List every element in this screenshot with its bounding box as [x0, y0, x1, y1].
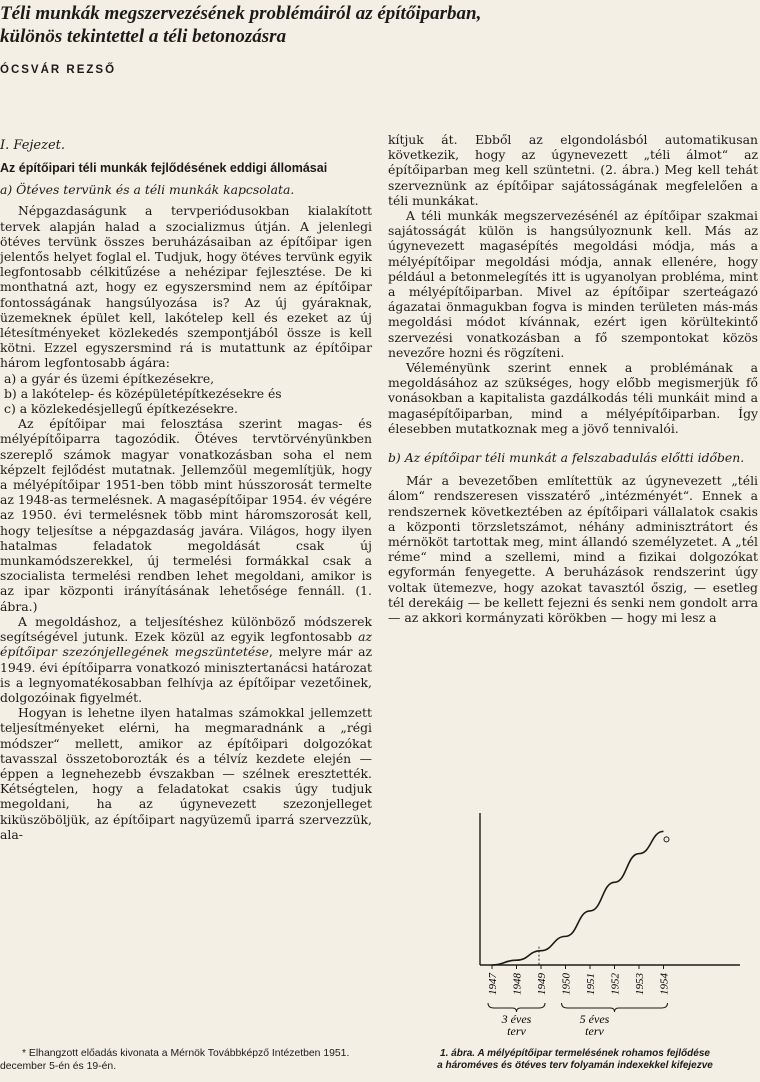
paragraph-megoldas	[0, 614, 372, 705]
paragraph: Már a bevezetőben említettük az úgynevezett „téli álom“ rendszeresen visszatérő „intézményét“. Ennek a rendszernek következtében az építőipari vállalatok csakis a központi törzsletszámot, néhány adminisztrátort és mérnököt tartottak meg, mint állandó személyzetet. A „tél réme“ mind a szellemi, mind a fizikai dolgozókat egyformán fenyegette. A beruházások rendszerint úgy voltak ütemezve, hogy azokat tavasztól őszig, — esetleg tél derekáig — be kellett fejezni és senki nem gondolt arra — az akkori kormányzati körökben — hogy mi lesz a	[388, 473, 758, 626]
article-title-line2: különös tekintettel a téli betonozásra	[0, 26, 287, 47]
bracket-5-year	[562, 1003, 668, 1012]
section-title: Az építőipari téli munkák fejlődésének eddigi állomásai	[0, 161, 328, 176]
list-item: c) a közlekedésjellegű építkezésekre.	[4, 401, 238, 417]
footnote	[0, 1047, 372, 1073]
chapter-heading: I. Fejezet.	[0, 138, 66, 153]
x-tick-label: 1950	[560, 973, 573, 995]
paragraph: Az építőipar mai felosztása szerint magas- és mélyépítőiparra tagozódik. Ötéves tervtörvényünkben szereplő számok magyar vonatkozásban soha el nem képzelt fejlődést mutatnak. Jellemzőül megemlítjük, hogy a mélyépítőipar 1951-ben több mint hússzorosát termelte az 1948-as termelésnek. A magasépítőipar 1954. év végére az 1950. évi termelésnek több mint háromszorosát kell, hogy teljesítse a népgazdaság javára. Világos, hogy ilyen hatalmas feladatok megoldását csak új munkamódszerekkel, új termelési formákkal csak a szocialista termelési rendben lehet megoldani, amikor is az ipar központi irányításának lehetősége fennáll. (1. ábra.)	[0, 416, 372, 614]
subsection-a-heading: a) Ötéves tervünk és a téli munkák kapcsolata.	[0, 182, 295, 198]
footnote-text: * Elhangzott előadás kivonata a Mérnök Továbbképző Intézetben 1951. december 5-én és 19-én.	[0, 1048, 350, 1072]
list-item: a) a gyár és üzemi építkezésekre,	[4, 370, 215, 386]
paragraph: Hogyan is lehetne ilyen hatalmas számokkal jellemzett teljesítményeket elérni, ha megmaradnánk a „régi módszer“ mellett, amikor az építőipari dolgozókat tavasszal összetoborozták és a télvíz kezdete elején — éppen a legnehezebb évszakban — szélnek eresztették. Kétségtelen, hogy a feladatokat csakis úgy tudjuk megoldani, ha az úgynevezett szezonjelleget kiküszöböljük, az építőipart nagyüzemű iparrá szervezzük, ala-	[0, 705, 372, 842]
x-tick-label: 1947	[487, 973, 499, 995]
paragraph-text: A megoldáshoz, a teljesítéshez különböző módszerek segítségével jutunk. Ezek közül az egyik legfontosabb	[0, 613, 372, 645]
x-tick-label: 1953	[634, 973, 646, 995]
article-title	[0, 2, 760, 48]
series-line	[492, 831, 664, 965]
paragraph: Véleményünk szerint ennek a problémának a megoldásához az szükséges, hogy előbb megismerjük fő vonásokban a kapitalista gazdálkodás téli munkáit mind a magasépítőiparban, mind a mélyépítőiparban. Így élesebben mutatkoznak meg a jövő tennivalói.	[388, 360, 758, 436]
x-tick-labels	[487, 973, 671, 996]
x-tick-label: 1954	[658, 973, 671, 995]
right-column	[388, 132, 758, 625]
figure-caption	[390, 1048, 760, 1072]
group-label-3-year-line1: 3 éves	[501, 1012, 532, 1026]
production-chart	[388, 805, 758, 1037]
emphasis-text: az építőipar szezónjellegének megszüntetése	[0, 629, 372, 660]
group-label-5-year-line1: 5 éves	[579, 1012, 610, 1026]
series-end-marker	[664, 837, 669, 842]
paragraph: kítjuk át. Ebből az elgondolásból automatikusan következik, hogy az úgynevezett „téli álmot“ az építőiparban meg kell szüntetni. (2. ábra.) Meg kell tehát szerveznünk az építőipar sajátosságának megfelelően a téli munkákat.	[388, 132, 758, 208]
x-tick-label: 1951	[585, 973, 597, 995]
x-tick-label: 1952	[609, 973, 622, 995]
bracket-3-year	[488, 1003, 545, 1012]
author-name: ÓCSVÁR REZSŐ	[0, 64, 117, 76]
list-item: b) a lakótelep- és középületépítkezésekre és	[4, 385, 282, 401]
paragraph-text: , melyre már az 1949. évi építőiparra vonatkozó minisztertanácsi határozat is a legnyomatékosabban felhívja az építőipar vezetőinek, dolgozóinak figyelmét.	[0, 644, 372, 705]
paragraph: A téli munkák megszervezésénél az építőipar szakmai sajátosságát külön is hangsúlyoznunk kell. Más az úgynevezett magasépítés megoldási módja, más a mélyépítőipar megoldási módja, annak ellenére, hogy például a betonmelegítés itt is ugyanolyan probléma, mint a mélyépítőiparban. Mivel az építőipar szerteágazó ágazatai önmagukban fogva is minden területen más-más megoldási módot kívánnak, ezért igen körültekintő szervezési vonatkozásban a fő szempontokat közös nevezőre hozni és rögzíteni.	[388, 208, 758, 360]
group-label-3-year-line2: terv	[507, 1024, 526, 1037]
x-tick-label: 1949	[536, 973, 548, 995]
figure-caption-line1: 1. ábra. A mélyépítőipar termelésének rohamos fejlődése	[440, 1048, 710, 1059]
left-column	[0, 132, 372, 842]
group-label-5-year-line2: terv	[585, 1024, 604, 1037]
paragraph: Népgazdaságunk a tervperiódusokban kialakított tervek alapján halad a szocializmus útján. A jelenlegi ötéves tervünk összes beruházásaiban az építőipar igen jelentős helyet foglal el. Tudjuk, hogy ötéves tervünk egyik legfontosabb célkitűzése a nehézipar fejlesztése. De ki monthatná azt, hogy ez egyszersmind nem az építőipar fontosságának hangsúlyozása is? Az új gyáraknak, üzemeknek épület kell, lakótelep kell és ezeket az új létesítményeket közlekedés szempontjából össze is kell kötni. Ezzel egyszersmind rá is mutattunk az építőipar három legfontosabb ágára:	[0, 203, 372, 371]
figure-caption-line2: a hároméves és ötéves terv folyamán indexekkel kifejezve	[437, 1060, 713, 1071]
x-tick-label: 1948	[511, 973, 524, 995]
article-title-line1: Téli munkák megszervezésének problémáiról az építőiparban,	[0, 3, 482, 24]
subsection-b-heading: b) Az építőipar téli munkát a felszabadulás előtti időben.	[388, 450, 745, 466]
